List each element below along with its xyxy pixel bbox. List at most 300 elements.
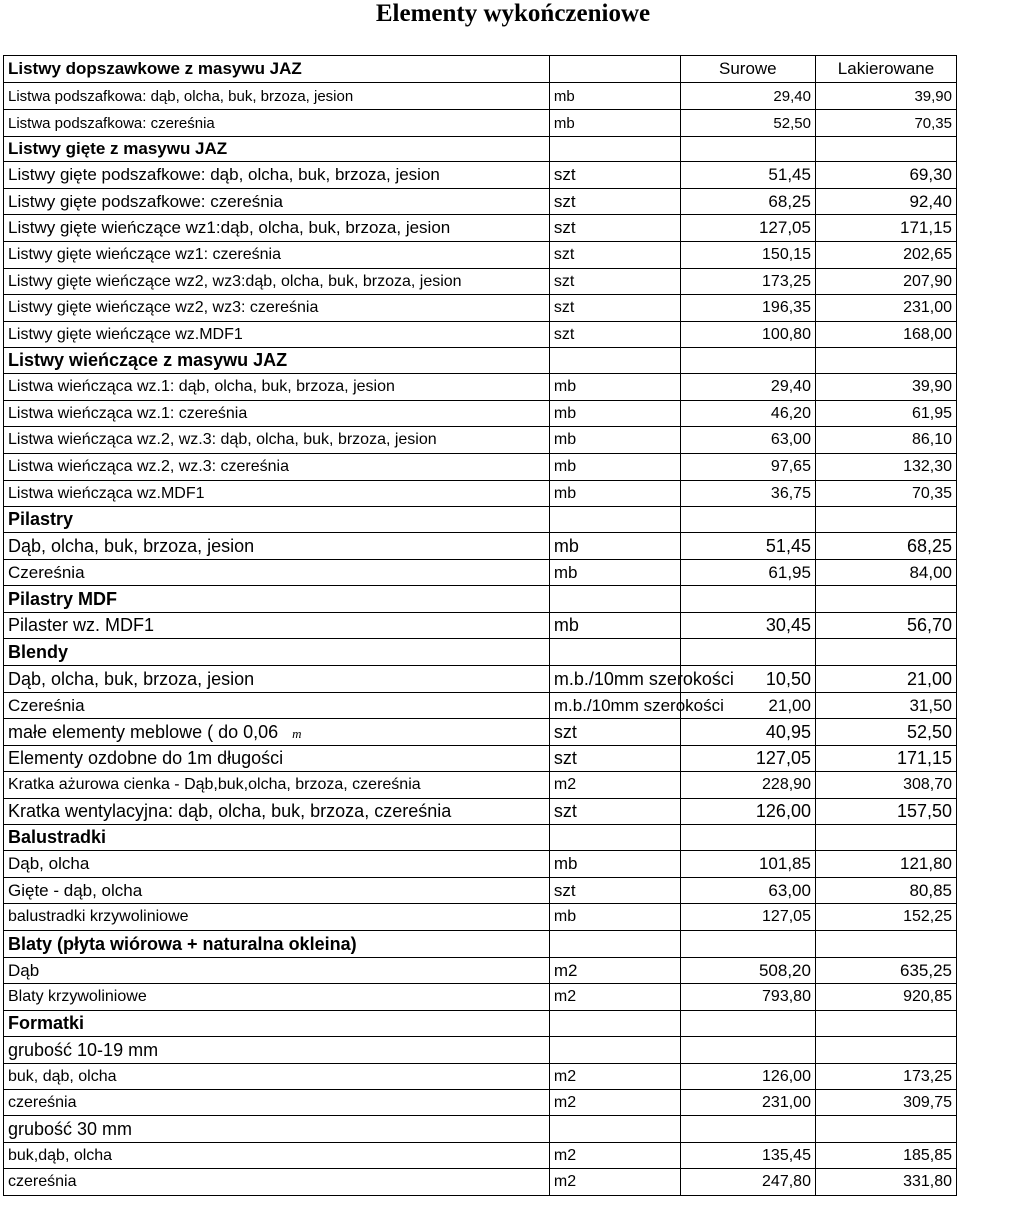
table-row: [4, 401, 957, 427]
table-row: [4, 1116, 957, 1143]
price-lacquered-cell: [815, 1143, 956, 1169]
price-raw-cell: [680, 189, 815, 215]
price-raw-cell-text: 29,40: [770, 378, 811, 395]
price-raw-cell-text: 173,25: [762, 272, 811, 290]
section-header-row: [4, 931, 957, 958]
table-row: [4, 693, 957, 719]
price-lacquered-cell: [815, 1090, 956, 1116]
header-unit-cell: [549, 56, 680, 83]
item-name-cell: [4, 1037, 550, 1064]
item-name-cell-text: Gięte - dąb, olcha: [8, 880, 143, 900]
item-name-cell: [4, 1143, 550, 1169]
table-row: [4, 533, 957, 560]
unit-cell: [549, 454, 680, 481]
table-row: [4, 269, 957, 295]
price-raw-cell: [680, 878, 815, 904]
price-raw-cell-text: 40,95: [765, 721, 811, 742]
item-name-cell-text: Blaty krzywoliniowe: [8, 988, 147, 1005]
price-lacquered-cell: [815, 666, 956, 693]
item-name-cell-text: Czereśnia: [8, 562, 85, 582]
unit-cell-text: mb: [553, 535, 579, 556]
price-lacquered-cell-text: 80,85: [909, 880, 952, 900]
unit-cell-text: szt: [553, 325, 575, 343]
item-name-cell-text: Listwa wieńcząca wz.2, wz.3: dąb, olcha, buk, brzoza, jesion: [8, 431, 437, 448]
table-row: [4, 958, 957, 984]
unit-cell-text: mb: [553, 458, 577, 475]
price-raw-cell: [680, 1037, 815, 1064]
unit-cell-text: m2: [553, 1146, 577, 1164]
table-row: [4, 1090, 957, 1116]
unit-cell: [549, 666, 734, 693]
unit-cell-text: szt: [553, 801, 577, 821]
item-name-cell: [4, 507, 550, 533]
price-raw-cell: [680, 586, 815, 613]
item-name-cell: [4, 931, 550, 958]
price-raw-cell: [680, 772, 815, 799]
item-name-cell-text: Dąb, olcha, buk, brzoza, jesion: [8, 535, 255, 556]
item-name-cell-text: Listwy gięte wieńczące wz.MDF1: [8, 325, 243, 343]
price-lacquered-cell: [815, 427, 956, 454]
price-raw-cell-text: 196,35: [762, 299, 811, 316]
unit-cell: [549, 269, 680, 295]
item-name-cell: [4, 401, 550, 427]
price-raw-cell-text: 126,00: [755, 801, 811, 821]
unit-cell: [549, 1090, 680, 1116]
unit-cell: [549, 693, 724, 719]
item-name-cell-text: Elementy ozdobne do 1m długości: [8, 748, 284, 768]
item-name-cell-text: Pilastry: [8, 509, 74, 529]
price-lacquered-cell: [815, 1011, 956, 1037]
price-lacquered-cell: [815, 931, 956, 958]
price-raw-cell-text: 127,05: [758, 218, 811, 237]
price-lacquered-cell: [815, 586, 956, 613]
unit-cell: [549, 799, 680, 825]
header-lacquered-cell: Lakierowane: [815, 56, 956, 83]
price-raw-cell-text: 97,65: [770, 458, 811, 475]
item-name-cell: [4, 799, 550, 825]
price-lacquered-cell: [815, 904, 956, 931]
price-lacquered-cell: [815, 560, 956, 586]
table-row: [4, 454, 957, 481]
unit-symbol: m: [292, 725, 302, 741]
item-name-cell: [4, 825, 550, 851]
unit-cell: [549, 560, 680, 586]
item-name-cell: [4, 586, 550, 613]
header-name-cell: Listwy dopszawkowe z masywu JAZ: [4, 56, 550, 83]
price-lacquered-cell: [815, 322, 956, 348]
price-lacquered-cell: [815, 110, 956, 137]
price-raw-cell: [680, 215, 815, 242]
price-raw-cell: [680, 401, 815, 427]
unit-cell: [549, 931, 680, 958]
price-raw-cell: [680, 295, 815, 322]
unit-cell: [549, 719, 680, 746]
price-raw-cell-text: 29,40: [773, 87, 811, 105]
price-lacquered-cell: [815, 746, 956, 772]
page-title: Elementy wykończeniowe: [375, 0, 651, 27]
item-name-cell-text: Dąb, olcha: [8, 854, 90, 873]
item-name-cell-text: Listwy gięte z masywu JAZ: [8, 139, 228, 158]
price-raw-cell: [680, 1011, 815, 1037]
price-raw-cell: [680, 242, 815, 269]
unit-cell-text: m.b./10mm szerokości: [553, 695, 724, 715]
unit-cell: [549, 586, 680, 613]
price-lacquered-cell-text: 132,30: [903, 458, 952, 475]
unit-cell-text: szt: [553, 191, 576, 211]
price-raw-cell: [680, 825, 815, 851]
table-row: [4, 374, 957, 401]
unit-cell-text: m2: [553, 1173, 577, 1190]
table-row: [4, 904, 957, 931]
price-raw-cell-text: 21,00: [768, 695, 811, 715]
section-header-row: [4, 825, 957, 851]
item-name-cell: [4, 454, 550, 481]
item-name-cell-text: Blaty (płyta wiórowa + naturalna okleina): [8, 933, 357, 954]
item-name-cell-text: Listwy wieńczące z masywu JAZ: [8, 350, 288, 370]
unit-cell: [549, 772, 680, 799]
table-row: [4, 1037, 957, 1064]
section-header-row: [4, 1011, 957, 1037]
unit-cell: [549, 613, 680, 639]
unit-cell: [549, 507, 680, 533]
table-row: [4, 746, 957, 772]
price-raw-cell-text: 228,90: [762, 776, 811, 793]
table-row: [4, 295, 957, 322]
price-raw-cell: [680, 613, 815, 639]
item-name-cell-text: Dąb, olcha, buk, brzoza, jesion: [8, 668, 255, 689]
item-name-cell: [4, 189, 550, 215]
table-row: [4, 799, 957, 825]
table-row: [4, 427, 957, 454]
unit-cell: [549, 427, 680, 454]
unit-cell: [549, 533, 680, 560]
unit-cell: [549, 110, 680, 137]
table-row: [4, 162, 957, 189]
item-name-cell: [4, 613, 550, 639]
unit-cell: [549, 878, 680, 904]
item-name-cell-text: buk,dąb, olcha: [8, 1146, 113, 1164]
price-lacquered-cell: [815, 639, 956, 666]
price-raw-cell-text: 793,80: [762, 988, 811, 1005]
price-raw-cell: [680, 374, 815, 401]
price-raw-cell: [680, 322, 815, 348]
price-raw-cell: [680, 719, 815, 746]
item-name-cell-text: Listwa wieńcząca wz.1: dąb, olcha, buk, brzoza, jesion: [8, 378, 395, 395]
table-row: [4, 242, 957, 269]
item-name-cell: [4, 242, 550, 269]
item-name-cell-text: grubość 10-19 mm: [8, 1039, 159, 1060]
table-row: [4, 613, 957, 639]
item-name-cell-text: małe elementy meblowe ( do 0,06: [8, 721, 279, 742]
item-name-cell-text: Listwa podszafkowa: dąb, olcha, buk, brzoza, jesion: [8, 87, 354, 105]
price-lacquered-cell-text: 920,85: [903, 988, 952, 1005]
item-name-cell: [4, 269, 550, 295]
item-name-cell: [4, 878, 550, 904]
unit-cell: [549, 295, 680, 322]
price-lacquered-cell-text: 168,00: [903, 325, 952, 343]
unit-cell-text: mb: [553, 87, 575, 105]
price-raw-cell: [680, 1090, 815, 1116]
price-raw-cell-text: 36,75: [770, 484, 811, 502]
item-name-cell: [4, 427, 550, 454]
section-header-row: [4, 586, 957, 613]
price-table: [3, 55, 957, 1196]
price-lacquered-cell: [815, 242, 956, 269]
price-lacquered-cell-text: 231,00: [903, 299, 952, 316]
item-name-cell-text: Listwa wieńcząca wz.1: czereśnia: [8, 404, 248, 422]
price-raw-cell: [680, 507, 815, 533]
price-raw-cell: [680, 904, 815, 931]
unit-cell: [549, 1143, 680, 1169]
table-row: [4, 1143, 957, 1169]
price-raw-cell: [680, 269, 815, 295]
price-lacquered-cell: [815, 215, 956, 242]
price-lacquered-cell: [815, 454, 956, 481]
price-lacquered-cell: [815, 269, 956, 295]
price-raw-cell-text: 247,80: [762, 1173, 811, 1190]
item-name-cell: [4, 481, 550, 507]
price-raw-cell-text: 150,15: [762, 246, 811, 263]
unit-cell: [549, 242, 680, 269]
price-raw-cell-text: 68,25: [768, 191, 811, 211]
price-lacquered-cell-text: 70,35: [914, 114, 952, 132]
price-lacquered-cell: [815, 162, 956, 189]
price-lacquered-cell: [815, 878, 956, 904]
item-name-cell: [4, 215, 550, 242]
unit-cell-text: szt: [553, 272, 575, 290]
table-row: [4, 772, 957, 799]
unit-cell-text: m2: [553, 960, 578, 980]
unit-cell-text: szt: [553, 246, 575, 263]
table-row: [4, 851, 957, 878]
price-raw-cell: [680, 851, 815, 878]
unit-cell: [549, 189, 680, 215]
price-lacquered-cell: [815, 719, 956, 746]
price-raw-cell: [680, 481, 815, 507]
unit-cell-text: szt: [553, 748, 577, 768]
unit-cell-text: szt: [553, 880, 576, 900]
price-lacquered-cell-text: 69,30: [909, 165, 952, 184]
price-lacquered-cell: [815, 295, 956, 322]
unit-cell: [549, 481, 680, 507]
table-row: [4, 560, 957, 586]
price-raw-cell-text: 51,45: [765, 535, 811, 556]
table-row: [4, 83, 957, 110]
price-lacquered-cell-text: 21,00: [906, 668, 952, 689]
item-name-cell: [4, 1169, 550, 1196]
unit-cell-text: mb: [553, 562, 578, 582]
price-lacquered-cell: [815, 1116, 956, 1143]
item-name-cell-text: Dąb: [8, 960, 40, 980]
unit-cell: [549, 401, 680, 427]
unit-cell-text: mb: [553, 404, 577, 422]
item-name-cell-text: Blendy: [8, 641, 69, 662]
unit-cell-text: szt: [553, 299, 575, 316]
price-lacquered-cell-text: 92,40: [909, 191, 952, 211]
price-lacquered-cell-text: 86,10: [911, 431, 952, 448]
price-lacquered-cell-text: 39,90: [914, 87, 952, 105]
unit-cell-text: mb: [553, 378, 577, 395]
price-lacquered-cell-text: 331,80: [903, 1173, 952, 1190]
price-raw-cell: [680, 162, 815, 189]
table-header-row: [4, 56, 957, 83]
item-name-cell-text: czereśnia: [8, 1173, 77, 1190]
price-raw-cell-text: 101,85: [758, 854, 811, 873]
item-name-cell-text: Listwa podszafkowa: czereśnia: [8, 114, 215, 132]
unit-cell-text: szt: [553, 721, 577, 742]
table-row: [4, 110, 957, 137]
price-lacquered-cell-text: 171,15: [900, 218, 952, 237]
price-raw-cell: [680, 799, 815, 825]
item-name-cell: [4, 295, 550, 322]
item-name-cell: [4, 374, 550, 401]
unit-cell: [549, 1064, 680, 1090]
unit-cell: [549, 374, 680, 401]
price-lacquered-cell: [815, 374, 956, 401]
price-lacquered-cell-text: 70,35: [911, 484, 952, 502]
table-row: [4, 666, 957, 693]
unit-cell: [549, 137, 680, 162]
item-name-cell-text: Balustradki: [8, 827, 107, 847]
price-raw-cell-text: 63,00: [768, 880, 811, 900]
price-raw-cell: [680, 137, 815, 162]
item-name-cell: [4, 110, 550, 137]
price-lacquered-cell-text: 121,80: [900, 854, 952, 873]
price-raw-cell-text: 63,00: [770, 431, 811, 448]
item-name-cell-text: Czereśnia: [8, 695, 85, 715]
unit-cell: [549, 958, 680, 984]
price-lacquered-cell-text: 635,25: [900, 960, 952, 980]
section-header-row: [4, 348, 957, 374]
price-lacquered-cell-text: 61,95: [911, 404, 952, 422]
item-name-cell: [4, 904, 550, 931]
price-raw-cell: [680, 533, 815, 560]
unit-cell: [549, 825, 680, 851]
price-lacquered-cell: [815, 507, 956, 533]
item-name-cell-text: Pilastry MDF: [8, 588, 118, 609]
price-raw-cell: [680, 560, 815, 586]
price-raw-cell-text: 135,45: [762, 1146, 811, 1164]
item-name-cell: [4, 1064, 550, 1090]
item-name-cell: [4, 322, 550, 348]
item-name-cell-text: Formatki: [8, 1013, 85, 1033]
item-name-cell: [4, 958, 550, 984]
price-raw-cell: [680, 1116, 815, 1143]
table-row: [4, 215, 957, 242]
table-row: [4, 984, 957, 1011]
table-row: [4, 481, 957, 507]
unit-cell-text: mb: [553, 431, 577, 448]
price-lacquered-cell-text: 52,50: [906, 721, 952, 742]
price-lacquered-cell: [815, 533, 956, 560]
item-name-cell: [4, 851, 550, 878]
item-name-cell: [4, 83, 550, 110]
price-lacquered-cell: [815, 401, 956, 427]
unit-cell: [549, 215, 680, 242]
price-lacquered-cell-text: 39,90: [911, 378, 952, 395]
price-raw-cell: [680, 746, 815, 772]
unit-cell: [549, 162, 680, 189]
unit-cell: [549, 348, 680, 374]
item-name-cell-text: Listwy gięte wieńczące wz2, wz3:dąb, olcha, buk, brzoza, jesion: [8, 272, 462, 290]
price-lacquered-cell: [815, 958, 956, 984]
item-name-cell-text: Listwa wieńcząca wz.MDF1: [8, 484, 205, 502]
item-name-cell-text: Pilaster wz. MDF1: [8, 615, 155, 635]
unit-cell: [549, 1116, 680, 1143]
unit-cell-text: m2: [553, 776, 577, 793]
item-name-cell: [4, 693, 550, 719]
price-raw-cell-text: 127,05: [755, 748, 811, 768]
price-lacquered-cell-text: 309,75: [903, 1093, 952, 1111]
price-lacquered-cell-text: 152,25: [903, 908, 952, 925]
table-row: [4, 719, 957, 746]
table-row: [4, 322, 957, 348]
unit-cell: [549, 1169, 680, 1196]
price-lacquered-cell: [815, 1037, 956, 1064]
price-raw-cell: [680, 1143, 815, 1169]
price-lacquered-cell-text: 84,00: [909, 562, 952, 582]
price-lacquered-cell: [815, 772, 956, 799]
item-name-cell-text: Kratka ażurowa cienka - Dąb,buk,olcha, brzoza, czereśnia: [8, 776, 421, 793]
price-lacquered-cell: [815, 851, 956, 878]
price-lacquered-cell: [815, 1169, 956, 1196]
item-name-cell-text: buk, dąb, olcha: [8, 1067, 117, 1085]
price-lacquered-cell-text: 31,50: [909, 695, 952, 715]
unit-cell-text: m2: [553, 1093, 577, 1111]
section-header-row: [4, 137, 957, 162]
item-name-cell: [4, 719, 550, 746]
item-name-cell-text: Listwy gięte wieńczące wz1: czereśnia: [8, 246, 282, 263]
price-lacquered-cell-text: 207,90: [903, 272, 952, 290]
price-raw-cell: [680, 1169, 815, 1196]
price-lacquered-cell-text: 56,70: [906, 615, 952, 635]
price-raw-cell: [680, 110, 815, 137]
unit-cell-text: szt: [553, 165, 576, 184]
price-raw-cell: [680, 1064, 815, 1090]
item-name-cell-text: Kratka wentylacyjna: dąb, olcha, buk, brzoza, czereśnia: [8, 801, 452, 821]
item-name-cell-text: Listwy gięte wieńczące wz1:dąb, olcha, buk, brzoza, jesion: [8, 218, 451, 237]
unit-cell: [549, 322, 680, 348]
price-lacquered-cell: [815, 481, 956, 507]
unit-cell: [549, 746, 680, 772]
item-name-cell: [4, 348, 550, 374]
price-lacquered-cell: [815, 137, 956, 162]
unit-cell-text: m.b./10mm szerokości: [553, 668, 734, 689]
price-lacquered-cell: [815, 613, 956, 639]
table-row: [4, 1169, 957, 1196]
unit-cell: [549, 639, 680, 666]
item-name-cell: [4, 560, 550, 586]
item-name-cell-text: Listwy gięte wieńczące wz2, wz3: czereśnia: [8, 299, 319, 316]
price-lacquered-cell-text: 202,65: [903, 246, 952, 263]
price-lacquered-cell-text: 185,85: [903, 1146, 952, 1164]
item-name-cell-text: balustradki krzywoliniowe: [8, 908, 189, 925]
item-name-cell: [4, 984, 550, 1011]
section-header-row: [4, 639, 957, 666]
item-name-cell: [4, 533, 550, 560]
unit-cell: [549, 1037, 680, 1064]
price-raw-cell: [680, 83, 815, 110]
price-lacquered-cell-text: 173,25: [903, 1067, 952, 1085]
item-name-cell: [4, 746, 550, 772]
price-raw-cell: [680, 931, 815, 958]
unit-cell-text: mb: [553, 854, 578, 873]
unit-cell-text: mb: [553, 114, 575, 132]
table-row: [4, 878, 957, 904]
unit-cell: [549, 904, 680, 931]
price-lacquered-cell: [815, 693, 956, 719]
item-name-cell-text: Listwy gięte podszafkowe: dąb, olcha, buk, brzoza, jesion: [8, 165, 440, 184]
